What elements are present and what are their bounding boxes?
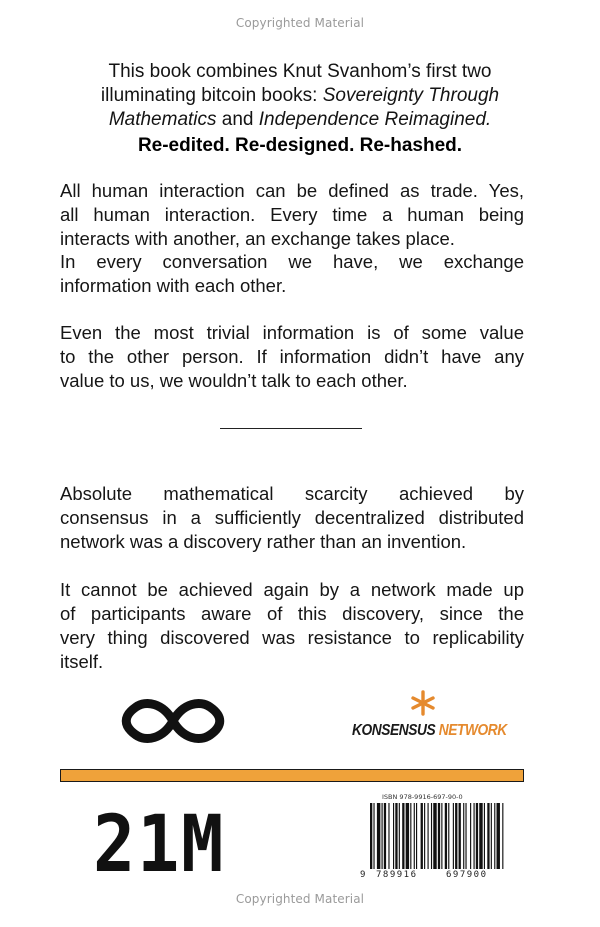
paragraph-line: itself. [60, 651, 104, 672]
barcode-bar [494, 803, 495, 869]
paragraph-line: It cannot be achieved again by a network made up [60, 579, 524, 600]
paragraph-line: Even the most trivial information is of some value [60, 322, 524, 343]
barcode-bar [476, 803, 478, 869]
barcode-bar [388, 803, 389, 869]
big-21m-text: 21M [93, 800, 226, 890]
paragraph-line: information with each other. [60, 275, 287, 296]
barcode-bar [393, 803, 394, 869]
barcode-bar [384, 803, 386, 869]
barcode-bar [487, 803, 489, 869]
barcode-bar [406, 803, 409, 869]
barcode-bar [421, 803, 423, 869]
konsensus-network-logo [352, 690, 512, 750]
barcode-bar [395, 803, 397, 869]
intro-prefix: This book combines Knut Svanhom’s first two illuminating bitcoin books: [100, 61, 492, 106]
barcode-bar [433, 803, 436, 869]
barcode-bar [497, 803, 500, 869]
logo-wordmark [352, 722, 507, 740]
paragraph-line: very thing discovered was resistance to replicability [60, 627, 524, 648]
paragraph-trade [60, 179, 524, 251]
intro-title-1: Sovereignty Through Mathematics [108, 85, 500, 130]
barcode-bar [448, 803, 449, 869]
barcode-bar [459, 803, 461, 869]
barcode-lead-digit: 9 [360, 870, 366, 880]
barcode-group-2: 697900 [446, 870, 488, 880]
paragraph-line: Absolute mathematical scarcity achieved by [60, 483, 524, 504]
barcode-bar [463, 803, 464, 869]
barcode-bar [377, 803, 380, 869]
barcode-bar [382, 803, 383, 869]
watermark-bottom: Copyrighted Material [235, 892, 365, 906]
orange-bar [60, 769, 524, 782]
watermark-top: Copyrighted Material [235, 16, 365, 30]
isbn-label: ISBN 978-9916-697-90-0 [382, 793, 463, 801]
barcode-block [360, 793, 518, 881]
paragraph-replicability [60, 578, 524, 674]
intro-title-2: Independence Reimagined. [258, 109, 492, 130]
paragraph-line: to the other person. If information didn’t have any [60, 346, 524, 367]
barcode-group-1: 789916 [376, 870, 418, 880]
paragraph-line: of participants aware of this discovery, since the [60, 603, 524, 624]
barcode-bar [455, 803, 457, 869]
barcode-bar [428, 803, 429, 869]
barcode-bar [414, 803, 415, 869]
barcode-bar [445, 803, 447, 869]
barcode-bar [416, 803, 417, 869]
logo-word-konsensus: KONSENSUS [352, 722, 436, 739]
barcode-bar [402, 803, 404, 869]
star-icon [410, 690, 436, 716]
intro-and: and [216, 109, 259, 130]
section-divider [220, 428, 362, 429]
paragraph-conversation [60, 250, 524, 298]
barcode-bar [502, 803, 503, 869]
paragraph-line: consensus in a sufficiently decentralized distributed [60, 507, 524, 528]
logo-word-network: NETWORK [438, 722, 507, 739]
barcode-bar [470, 803, 471, 869]
barcode-bar [479, 803, 482, 869]
paragraph-line: network was a discovery rather than an invention. [60, 531, 467, 552]
barcode-bar [410, 803, 411, 869]
barcode-bar [424, 803, 425, 869]
barcode-bar [441, 803, 442, 869]
paragraph-line: In every conversation we have, we exchange [60, 251, 524, 272]
barcode-bar [491, 803, 492, 869]
paragraph-line: interacts with another, an exchange takes place. [60, 228, 455, 249]
barcode-bar [373, 803, 374, 869]
intro-blurb [72, 60, 528, 158]
paragraph-scarcity [60, 482, 524, 554]
barcode-bar [453, 803, 454, 869]
barcode-bar [484, 803, 485, 869]
barcode-bar [370, 803, 372, 869]
paragraph-line: All human interaction can be defined as trade. Yes, [60, 180, 524, 201]
paragraph-line: value to us, we wouldn’t talk to each other. [60, 370, 408, 391]
infinity-icon [118, 695, 228, 747]
paragraph-line: all human interaction. Every time a human being [60, 204, 524, 225]
barcode-bar [399, 803, 400, 869]
paragraph-information [60, 321, 524, 393]
intro-tagline: Re-edited. Re-designed. Re-hashed. [137, 135, 463, 156]
barcode-bar [431, 803, 432, 869]
barcode-icon [360, 803, 518, 869]
barcode-bar [465, 803, 466, 869]
barcode-bar [474, 803, 475, 869]
barcode-bar [438, 803, 440, 869]
